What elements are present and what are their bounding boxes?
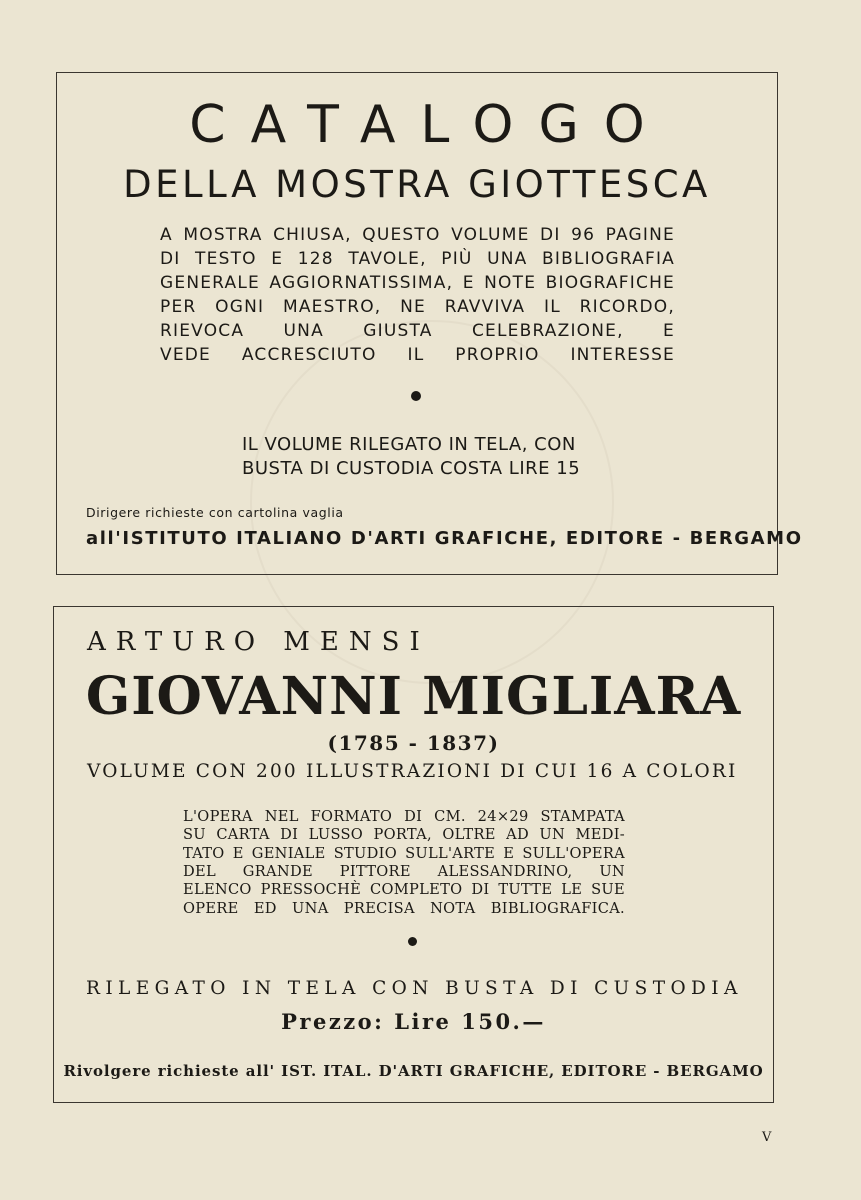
catalog-description-line: GENERALE AGGIORNATISSIMA, E NOTE BIOGRAFICHE — [160, 273, 675, 293]
catalog-subtitle: DELLA MOSTRA GIOTTESCA — [123, 163, 711, 206]
book-publisher: Rivolgere richieste all' IST. ITAL. D'ARTI GRAFICHE, EDITORE - BERGAMO — [63, 1062, 764, 1080]
book-title: GIOVANNI MIGLIARA — [85, 666, 742, 727]
catalog-price-line: BUSTA DI CUSTODIA COSTA LIRE 15 — [242, 458, 581, 479]
book-description-line: TATO E GENIALE STUDIO SULL'ARTE E SULL'OPERA — [183, 845, 625, 862]
bullet-divider — [411, 391, 421, 401]
page-number: V — [762, 1130, 772, 1145]
catalog-publisher: all'ISTITUTO ITALIANO D'ARTI GRAFICHE, EDITORE - BERGAMO — [86, 528, 803, 549]
book-author: ARTURO MENSI — [87, 627, 430, 657]
book-advert — [53, 606, 774, 1103]
catalog-description-line: VEDE ACCRESCIUTO IL PROPRIO INTERESSE — [160, 345, 675, 365]
catalog-advert — [56, 72, 803, 575]
binding-info: RILEGATO IN TELA CON BUSTA DI CUSTODIA — [86, 978, 743, 999]
book-description-line: OPERE ED UNA PRECISA NOTA BIBLIOGRAFICA. — [183, 900, 625, 917]
book-description-line: SU CARTA DI LUSSO PORTA, OLTRE AD UN MEDI- — [183, 826, 625, 843]
bullet-divider — [408, 937, 417, 946]
volume-info: VOLUME CON 200 ILLUSTRAZIONI DI CUI 16 A COLORI — [87, 761, 738, 782]
book-description-line: L'OPERA NEL FORMATO DI CM. 24×29 STAMPATA — [183, 808, 625, 825]
order-note: Dirigere richieste con cartolina vaglia — [86, 505, 344, 520]
catalog-title: CATALOGO — [189, 95, 670, 155]
book-price: Prezzo: Lire 150.— — [281, 1009, 546, 1034]
book-dates: (1785 - 1837) — [327, 731, 500, 755]
catalog-price-line: IL VOLUME RILEGATO IN TELA, CON — [242, 434, 576, 455]
catalog-description-line: A MOSTRA CHIUSA, QUESTO VOLUME DI 96 PAGINE — [160, 225, 675, 245]
catalog-description-line: DI TESTO E 128 TAVOLE, PIÙ UNA BIBLIOGRAFIA — [160, 249, 675, 269]
catalog-description-line: PER OGNI MAESTRO, NE RAVVIVA IL RICORDO, — [160, 297, 675, 317]
book-description-line: ELENCO PRESSOCHÈ COMPLETO DI TUTTE LE SUE — [183, 881, 625, 898]
catalog-description-line: RIEVOCA UNA GIUSTA CELEBRAZIONE, E — [160, 321, 675, 341]
book-description-line: DEL GRANDE PITTORE ALESSANDRINO, UN — [183, 863, 625, 880]
